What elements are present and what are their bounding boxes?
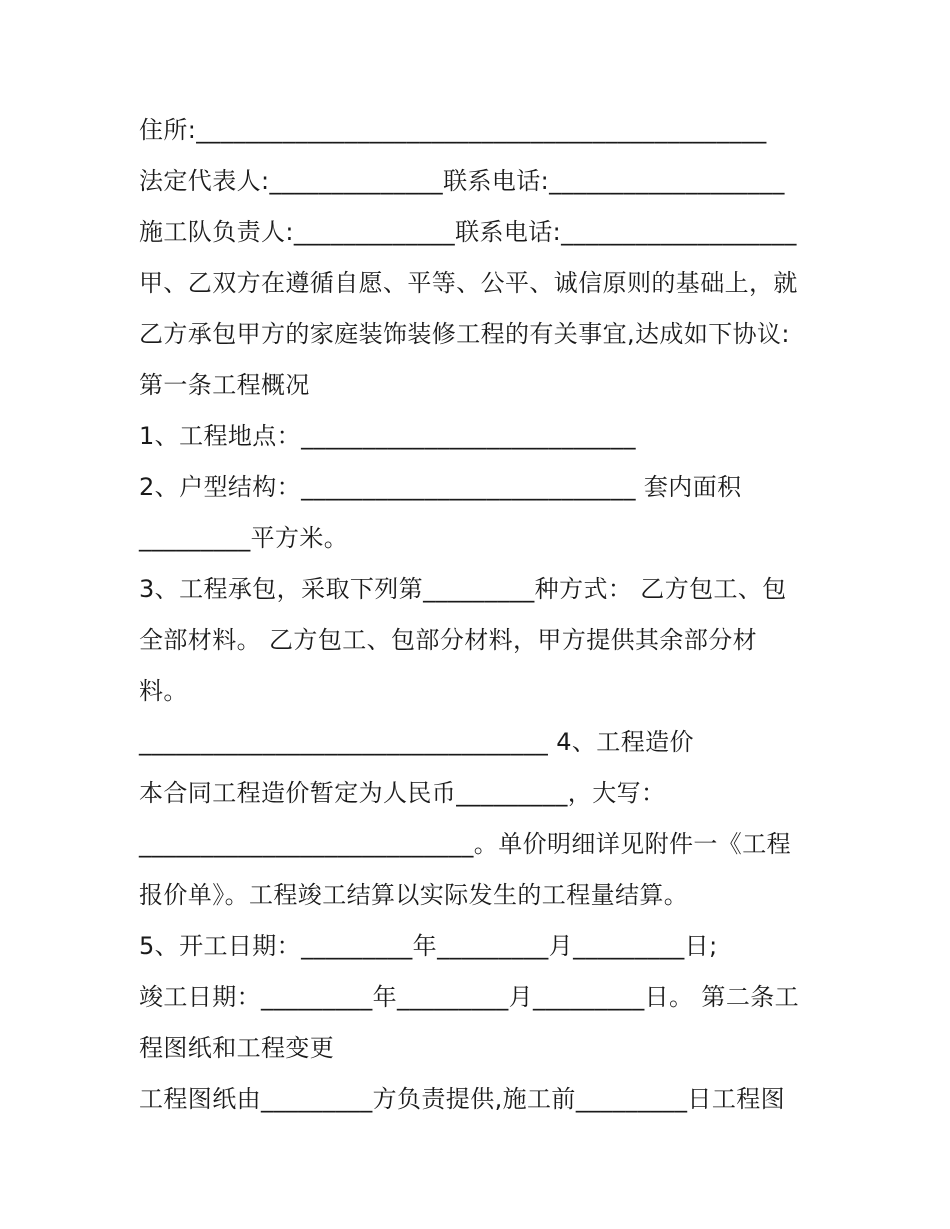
floor-plan-structure-line: 2、户型结构：___________________________ 套内面积	[139, 473, 742, 501]
article-1-heading: 第一条工程概况	[139, 371, 310, 399]
contracting-method-line-2: 全部材料。 乙方包工、包部分材料，甲方提供其余部分材	[139, 626, 758, 654]
project-cost-heading-line: _________________________________ 4、工程造价	[139, 728, 694, 756]
construction-team-leader-line: 施工队负责人:_____________联系电话:___________________	[139, 218, 797, 246]
preamble-line-2: 乙方承包甲方的家庭装饰装修工程的有关事宜,达成如下协议:	[139, 320, 790, 348]
drawings-provision-line: 工程图纸由_________方负责提供,施工前_________日工程图	[139, 1085, 786, 1113]
project-location-line: 1、工程地点：___________________________	[139, 422, 636, 450]
legal-representative-line: 法定代表人:______________联系电话:___________________	[139, 167, 785, 195]
project-cost-line-3: 报价单》。工程竣工结算以实际发生的工程量结算。	[139, 881, 689, 909]
completion-date-line: 竣工日期：_________年_________月_________日。 第二条工	[139, 983, 800, 1011]
article-2-heading-line: 程图纸和工程变更	[139, 1034, 335, 1062]
contracting-method-line-3: 料。	[139, 677, 188, 705]
project-cost-line-2: ___________________________。单价明细详见附件一《工程	[139, 830, 791, 858]
contracting-method-line-1: 3、工程承包，采取下列第_________种方式： 乙方包工、包	[139, 575, 787, 603]
project-cost-line-1: 本合同工程造价暂定为人民币_________，大写：	[139, 779, 666, 807]
floor-area-line: _________平方米。	[139, 524, 349, 552]
start-date-line: 5、开工日期：_________年_________月_________日;	[139, 932, 718, 960]
address-line: 住所:______________________________________________	[139, 116, 767, 144]
preamble-line-1: 甲、乙双方在遵循自愿、平等、公平、诚信原则的基础上，就	[139, 269, 798, 297]
